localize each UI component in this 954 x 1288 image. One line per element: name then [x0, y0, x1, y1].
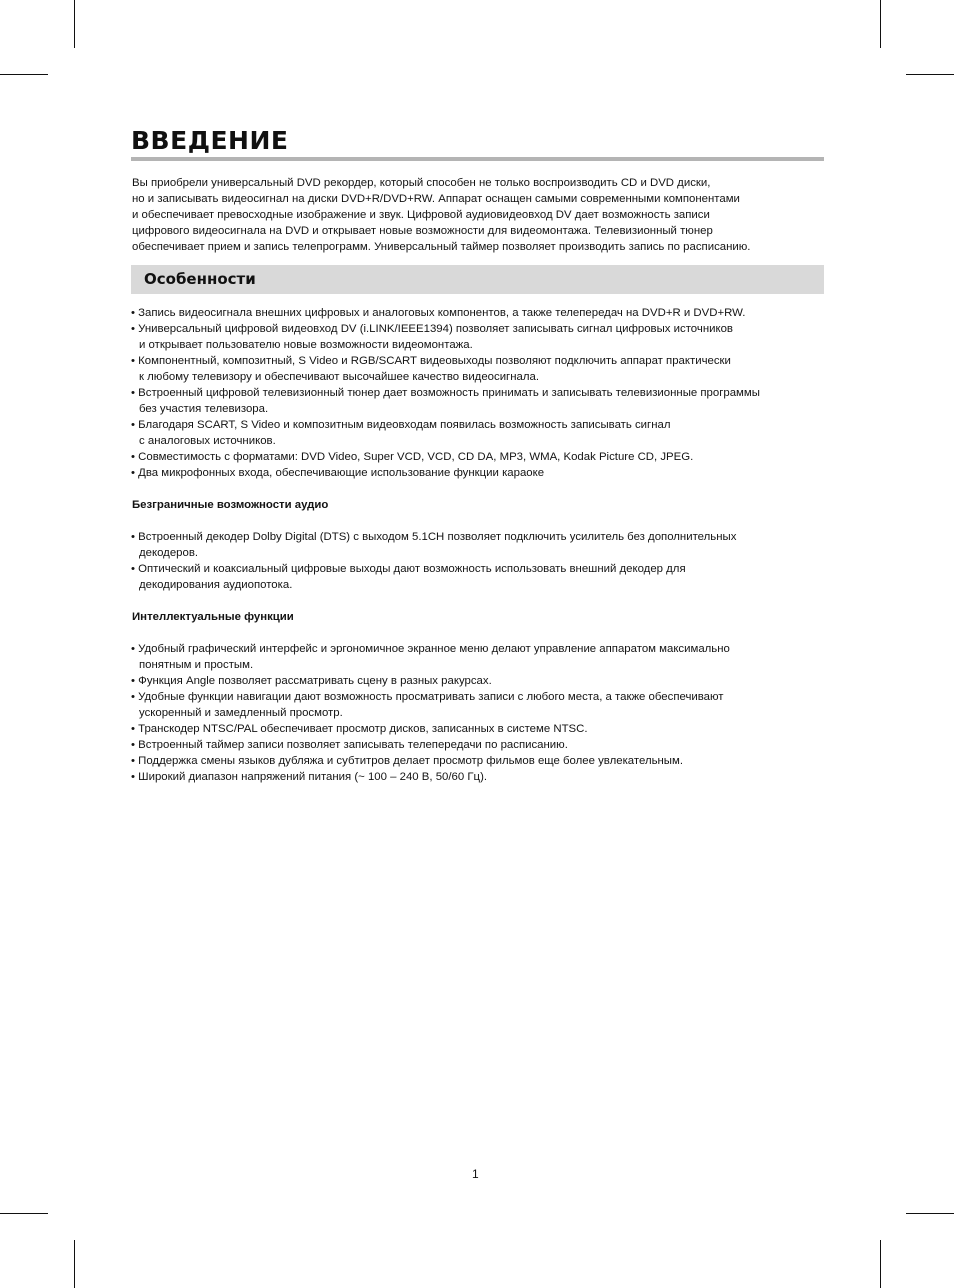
intro-line: но и записывать видеосигнал на диски DVD+R/DVD+RW. Аппарат оснащен самыми современными компонентами [132, 193, 740, 205]
intro-line: и обеспечивает превосходные изображение и звук. Цифровой аудиовидеовход DV дает возможность записи [132, 209, 710, 221]
intro-paragraph [132, 175, 832, 255]
intro-line: Вы приобрели универсальный DVD рекордер, который способен не только воспроизводить CD и DVD диски, [132, 177, 711, 189]
crop-mark [880, 0, 881, 48]
list-item-line: • Удобные функции навигации дают возможность просматривать записи с любого места, а также обеспечивают [131, 689, 730, 705]
page-title: ВВЕДЕНИЕ [131, 126, 289, 155]
list-item-line: к любому телевизору и обеспечивают высочайшее качество видеосигнала. [139, 371, 539, 383]
list-item-line: с аналоговых источников. [139, 435, 276, 447]
list-item [131, 561, 736, 593]
list-item-line: • Транскодер NTSC/PAL обеспечивает просмотр дисков, записанных в системе NTSC. [131, 721, 730, 737]
list-item [131, 721, 730, 737]
list-item-line: • Благодаря SCART, S Video и композитным видеовходам появилась возможность записывать сигнал [131, 417, 760, 433]
title-underline [131, 157, 824, 161]
page-number: 1 [472, 1167, 479, 1181]
list-item-line: • Универсальный цифровой видеовход DV (i.LINK/IEEE1394) позволяет записывать сигнал цифровых источников [131, 321, 760, 337]
list-item-line: без участия телевизора. [139, 403, 269, 415]
list-item-line: • Два микрофонных входа, обеспечивающие использование функции караоке [131, 465, 760, 481]
list-item-line: • Компонентный, композитный, S Video и RGB/SCART видеовыходы позволяют подключить аппарат практически [131, 353, 760, 369]
intro-line: обеспечивает прием и запись телепрограмм. Универсальный таймер позволяет производить запись по расписанию. [132, 241, 751, 253]
list-item [131, 737, 730, 753]
list-item-line: декодирования аудиопотока. [139, 579, 293, 591]
list-item [131, 769, 730, 785]
crop-mark [906, 1213, 954, 1214]
list-item [131, 321, 760, 353]
list-item [131, 753, 730, 769]
list-item-line: • Функция Angle позволяет рассматривать сцену в разных ракурсах. [131, 673, 730, 689]
crop-mark [0, 74, 48, 75]
list-item [131, 385, 760, 417]
list-item-line: ускоренный и замедленный просмотр. [139, 707, 343, 719]
list-item-line: • Встроенный таймер записи позволяет записывать телепередачи по расписанию. [131, 737, 730, 753]
crop-mark [906, 74, 954, 75]
list-item-line: • Поддержка смены языков дубляжа и субтитров делает просмотр фильмов еще более увлекательным. [131, 753, 730, 769]
list-item-line: • Оптический и коаксиальный цифровые выходы дают возможность использовать внешний декодер для [131, 561, 736, 577]
audio-list [131, 529, 736, 593]
list-item-line: и открывает пользователю новые возможности видеомонтажа. [139, 339, 473, 351]
list-item-line: • Совместимость с форматами: DVD Video, Super VCD, VCD, CD DA, MP3, WMA, Kodak Picture CD, JPEG. [131, 449, 760, 465]
intro-line: цифрового видеосигнала на DVD и открывает новые возможности для видеомонтажа. Телевизионный тюнер [132, 225, 713, 237]
list-item [131, 417, 760, 449]
list-item [131, 449, 760, 465]
list-item [131, 353, 760, 385]
crop-mark [74, 1240, 75, 1288]
list-item-line: • Удобный графический интерфейс и эргономичное экранное меню делают управление аппаратом максимально [131, 641, 730, 657]
smart-functions-heading: Интеллектуальные функции [132, 611, 294, 623]
crop-mark [880, 1240, 881, 1288]
list-item [131, 465, 760, 481]
list-item [131, 673, 730, 689]
list-item-line: декодеров. [139, 547, 199, 559]
section-title: Особенности [144, 270, 256, 288]
list-item [131, 689, 730, 721]
list-item-line: • Встроенный цифровой телевизионный тюнер дает возможность принимать и записывать телевизионные программы [131, 385, 760, 401]
crop-mark [0, 1213, 48, 1214]
crop-mark [74, 0, 75, 48]
list-item-line: • Запись видеосигнала внешних цифровых и аналоговых компонентов, а также телепередач на DVD+R и DVD+RW. [131, 305, 760, 321]
features-list [131, 305, 760, 481]
list-item [131, 641, 730, 673]
list-item [131, 305, 760, 321]
section-header-features [131, 265, 824, 294]
list-item [131, 529, 736, 561]
list-item-line: понятным и простым. [139, 659, 254, 671]
smart-functions-list [131, 641, 730, 785]
list-item-line: • Встроенный декодер Dolby Digital (DTS) с выходом 5.1CH позволяет подключить усилитель без дополнительных [131, 529, 736, 545]
list-item-line: • Широкий диапазон напряжений питания (~ 100 – 240 В, 50/60 Гц). [131, 769, 730, 785]
audio-heading: Безграничные возможности аудио [132, 499, 329, 511]
